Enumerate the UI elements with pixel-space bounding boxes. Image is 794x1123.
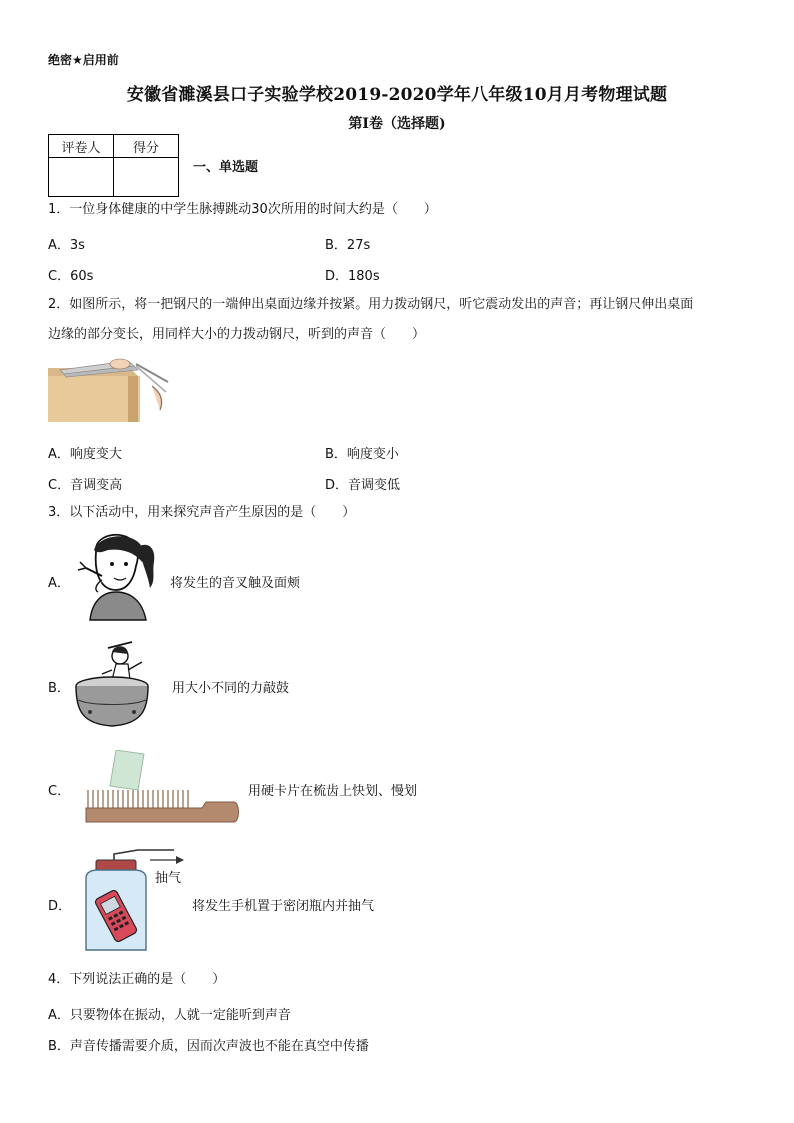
volume-title: 第I卷（选择题) (348, 116, 446, 132)
grader-cell[interactable] (49, 158, 114, 197)
score-header: 得分 (114, 135, 179, 158)
q1-option-d[interactable]: D．180s (325, 269, 380, 284)
question-2-stem-line1: 2．如图所示，将一把钢尺的一端伸出桌面边缘并按紧。用力拨动钢尺，听它震动发出的声音；再让钢尺伸出桌面 (48, 297, 694, 312)
question-4-stem: 4．下列说法正确的是（ ） (48, 972, 226, 987)
question-2-stem-line2: 边缘的部分变长，用同样大小的力拨动钢尺，听到的声音（ ） (48, 327, 426, 342)
q2-option-b[interactable]: B．响度变小 (325, 447, 399, 462)
q4-option-a[interactable]: A．只要物体在振动，人就一定能听到声音 (48, 1008, 291, 1023)
q3-option-d[interactable]: D． (48, 899, 72, 914)
q4-option-b[interactable]: B．声音传播需要介质，因而次声波也不能在真空中传播 (48, 1039, 369, 1054)
question-3-stem: 3．以下活动中，用来探究声音产生原因的是（ ） (48, 505, 356, 520)
q2-option-d[interactable]: D．音调变低 (325, 478, 401, 493)
phone-jar-figure (78, 846, 188, 956)
q3-option-c[interactable]: C． (48, 784, 71, 799)
q3-option-a-caption: 将发生的音叉触及面颊 (170, 576, 301, 591)
q3-option-d-caption: 将发生手机置于密闭瓶内并抽气 (192, 899, 375, 914)
q1-option-c[interactable]: C．60s (48, 269, 94, 284)
tuning-fork-face-figure (72, 532, 160, 622)
question-1-stem: 1．一位身体健康的中学生脉搏跳动30次所用的时间大约是（ ） (48, 202, 437, 217)
score-table (48, 134, 179, 197)
q3-option-b[interactable]: B． (48, 681, 70, 696)
q1-option-a[interactable]: A．3s (48, 238, 85, 253)
q3-option-b-caption: 用大小不同的力敲鼓 (172, 681, 290, 696)
grader-header: 评卷人 (49, 135, 114, 158)
comb-card-figure (84, 750, 240, 828)
section-title: 一、单选题 (193, 160, 259, 175)
q2-option-c[interactable]: C．音调变高 (48, 478, 123, 493)
exam-title: 安徽省濉溪县口子实验学校2019-2020学年八年级10月月考物理试题 (126, 85, 668, 105)
q1-option-b[interactable]: B．27s (325, 238, 371, 253)
ruler-table-figure (48, 356, 169, 422)
score-cell[interactable] (114, 158, 179, 197)
drum-figure (72, 640, 160, 730)
pump-label: 抽气 (155, 871, 182, 886)
q3-option-a[interactable]: A． (48, 576, 70, 591)
q3-option-c-caption: 用硬卡片在梳齿上快划、慢划 (248, 784, 418, 799)
q2-option-a[interactable]: A．响度变大 (48, 447, 122, 462)
secret-mark: 绝密★启用前 (48, 53, 119, 67)
